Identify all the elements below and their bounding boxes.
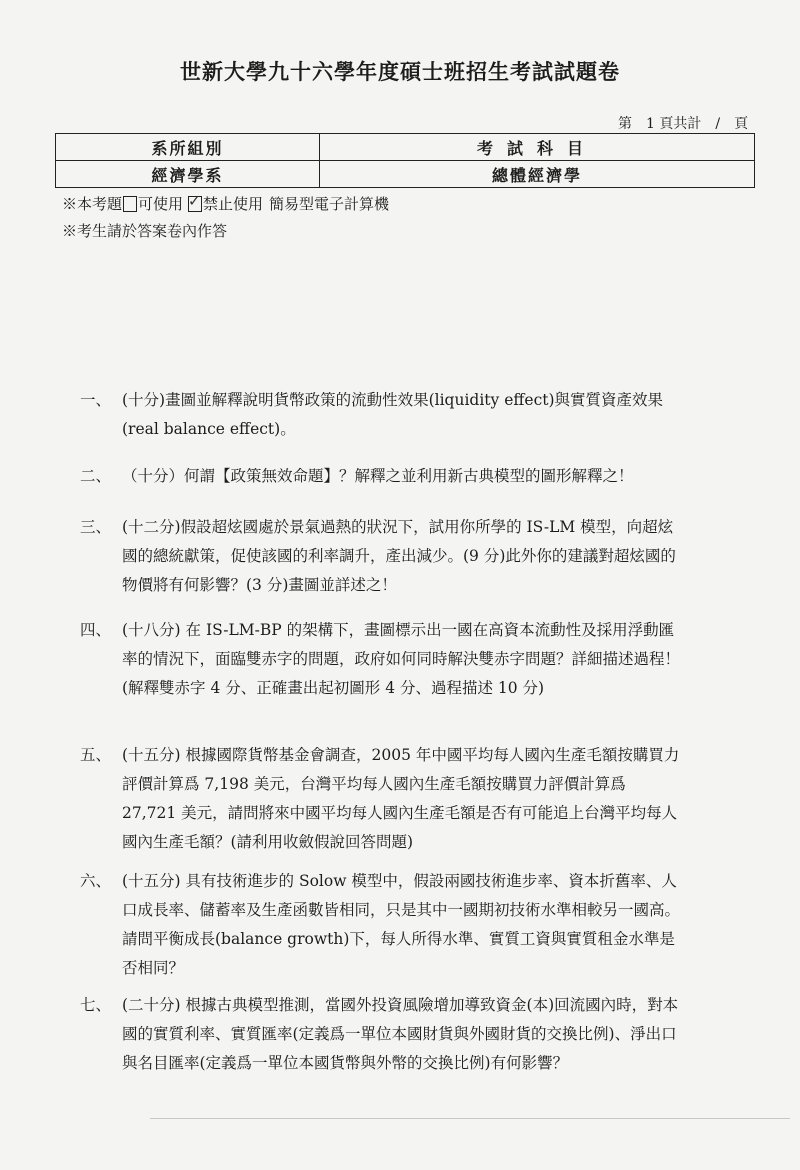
question-text: (十八分) 在 IS-LM-BP 的架構下，畫圖標示出一國在高資本流動性及採用浮動匯率的情況下，面臨雙赤字的問題，政府如何同時解決雙赤字問題？詳細描述過程！(解釋雙赤字 4 分、正確畫出起初圖形 4 分、過程描述 10 分) (122, 621, 681, 697)
question-2 (80, 462, 680, 491)
forbid-label: 禁止使用 (203, 195, 264, 213)
answer-note: ※考生請於答案卷內作答 (62, 222, 228, 240)
question-number: 三、 (80, 518, 112, 536)
allow-label: 可使用 (138, 195, 184, 213)
header-table (55, 133, 755, 188)
dept-label-cell: 系所組別 (56, 134, 320, 161)
question-text: (二十分) 根據古典模型推測，當國外投資風險增加導致資金(本)回流國內時，對本國的實質利率、實質匯率(定義爲一單位本國財貨與外國財貨的交換比例)、淨出口與名目匯率(定義爲一單位本國貨幣與外幣的交換比例)有何影響？ (122, 996, 679, 1072)
question-text: (十五分) 具有技術進步的 Solow 模型中，假設兩國技術進步率、資本折舊率、人口成長率、儲蓄率及生產函數皆相同，只是其中一國期初技術水準相較另一國高。請問平衡成長(balance growth)下，每人所得水準、實質工資與實質租金水準是否相同？ (122, 872, 681, 977)
question-7 (80, 991, 680, 1078)
question-number: 一、 (80, 391, 112, 409)
table-header-row (56, 134, 755, 161)
page-info: 第 1 頁共計 / 頁 (618, 116, 749, 132)
question-text: (十五分) 根據國際貨幣基金會調查，2005 年中國平均每人國內生產毛額按購買力評價計算爲 7,198 美元，台灣平均每人國內生產毛額按購買力評價計算爲 27,721 美元，請問將來中國平均每人國內生產毛額是否有可能追上台灣平均每人國內生產毛額？(請利用收斂假說回答問題) (122, 746, 680, 851)
forbid-checkbox (188, 191, 202, 212)
question-1 (80, 386, 680, 444)
page-divider (150, 1118, 790, 1119)
table-value-row (56, 161, 755, 188)
question-5 (80, 741, 680, 857)
calc-prefix: ※本考題 (62, 195, 123, 213)
question-number: 二、 (80, 467, 112, 485)
question-3 (80, 513, 680, 600)
question-text: (十分)畫圖並解釋說明貨幣政策的流動性效果(liquidity effect)與實質資產效果(real balance effect)。 (122, 391, 664, 438)
question-number: 四、 (80, 621, 112, 639)
calc-suffix: 簡易型電子計算機 (269, 195, 390, 213)
subject-value-cell: 總體經濟學 (320, 161, 755, 188)
exam-title: 世新大學九十六學年度碩士班招生考試試題卷 (180, 59, 620, 84)
allow-checkbox (123, 196, 137, 212)
question-text: （十分）何謂【政策無效命題】？解釋之並利用新古典模型的圖形解釋之！ (122, 467, 634, 485)
checkmark-icon: ✓ (188, 191, 201, 210)
question-6 (80, 867, 680, 983)
question-4 (80, 616, 680, 703)
dept-value-cell: 經濟學系 (56, 161, 320, 188)
question-number: 七、 (80, 996, 112, 1014)
subject-label-cell: 考試科目 (320, 134, 755, 161)
question-text: (十二分)假設超炫國處於景氣過熱的狀況下，試用你所學的 IS-LM 模型，向超炫國的總統獻策，促使該國的利率調升，產出減少。(9 分)此外你的建議對超炫國的物價將有何影響？(3 分)畫圖並詳述之！ (122, 518, 676, 594)
calculator-note (62, 193, 389, 214)
question-number: 五、 (80, 746, 112, 764)
question-number: 六、 (80, 872, 112, 890)
